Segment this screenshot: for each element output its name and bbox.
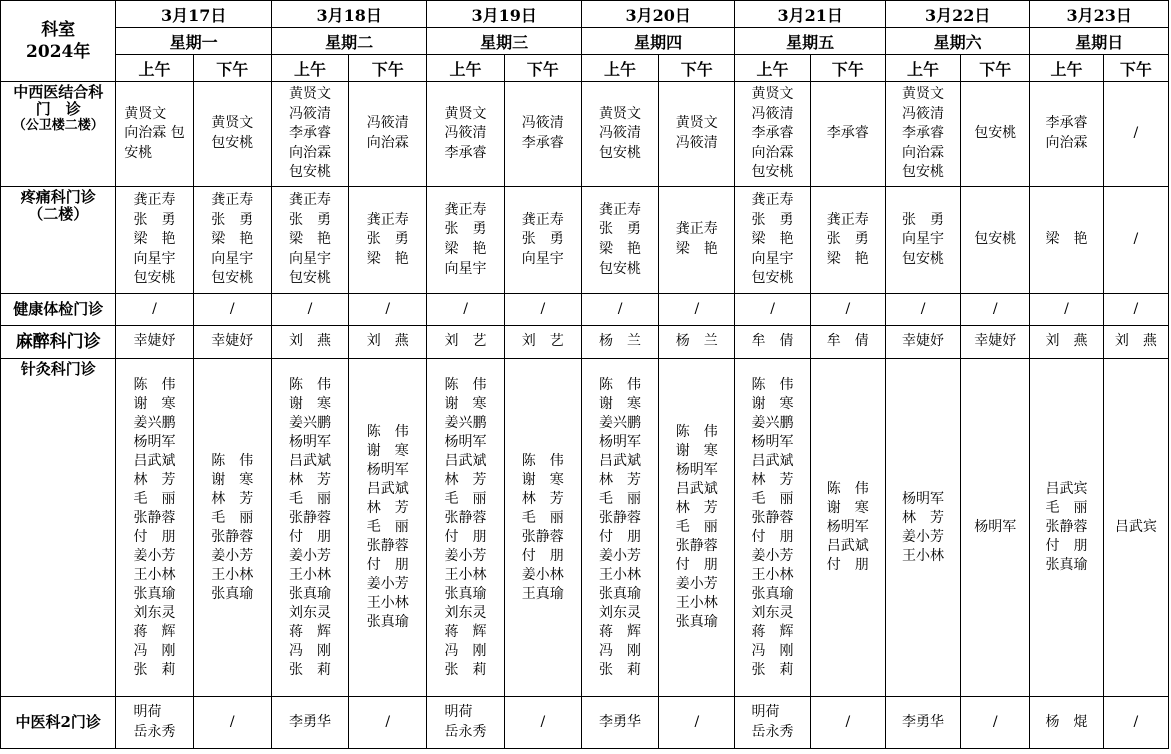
- schedule-cell: [271, 359, 348, 697]
- schedule-cell: [116, 82, 193, 187]
- schedule-body: [1, 1, 1169, 749]
- staff-names: 冯筱清 李承睿: [521, 115, 564, 151]
- staff-names: 黄贤文 冯筱清: [675, 115, 718, 151]
- schedule-cell: [961, 294, 1030, 326]
- schedule-cell: [427, 697, 504, 749]
- schedule-cell: [581, 294, 658, 326]
- department-location: （公卫楼二楼）: [12, 118, 104, 133]
- staff-names: /: [617, 300, 623, 317]
- staff-names: /: [694, 713, 700, 730]
- schedule-cell: [193, 697, 271, 749]
- weekday-cell: 星期一: [116, 28, 272, 55]
- schedule-cell: [581, 187, 658, 294]
- staff-names: 黄贤文 冯筱清 包安桃: [599, 105, 642, 161]
- staff-names: 陈 伟 谢 寒 杨明军 吕武斌 付 朋: [826, 481, 869, 573]
- weekday-cell: 星期六: [885, 28, 1029, 55]
- schedule-cell: [1030, 82, 1103, 187]
- staff-names: /: [307, 300, 313, 317]
- schedule-cell: [271, 82, 348, 187]
- date-cell: 3月21日: [735, 1, 886, 28]
- schedule-cell: [735, 697, 810, 749]
- staff-names: 李承睿: [826, 125, 869, 142]
- corner-year: 2024年: [26, 42, 91, 62]
- staff-names: /: [845, 713, 851, 730]
- schedule-cell: [581, 697, 658, 749]
- am-header: 上午: [116, 55, 193, 82]
- schedule-cell: [349, 82, 427, 187]
- schedule-cell: [659, 697, 735, 749]
- staff-names: 杨明军 林 芳 姜小芳 王小林: [902, 490, 945, 564]
- schedule-cell: [504, 326, 581, 359]
- staff-names: 龚正寿 张 勇 梁 艳 向星宇 包安桃: [751, 192, 794, 287]
- staff-names: 幸婕妤: [974, 333, 1017, 350]
- staff-names: 龚正寿 张 勇 梁 艳: [826, 211, 869, 267]
- am-header: 上午: [427, 55, 504, 82]
- staff-names: 龚正寿 张 勇 向星宇: [521, 211, 564, 267]
- schedule-cell: [349, 187, 427, 294]
- department-name-line: 针灸科门诊: [20, 360, 96, 378]
- staff-names: 李勇华: [599, 713, 642, 730]
- staff-names: 龚正寿 梁 艳: [675, 221, 718, 257]
- weekday-cell: 星期三: [427, 28, 582, 55]
- schedule-cell: [1103, 359, 1168, 697]
- weekday-cell: 星期五: [735, 28, 886, 55]
- staff-names: 龚正寿 张 勇 梁 艳 包安桃: [599, 201, 642, 277]
- department-name: [1, 697, 116, 749]
- department-row: [1, 294, 1169, 326]
- schedule-cell: [116, 187, 193, 294]
- staff-names: 明荷 岳永秀: [133, 703, 176, 740]
- staff-names: 杨 兰: [675, 333, 718, 350]
- staff-names: /: [152, 300, 157, 317]
- department-row: [1, 359, 1169, 697]
- schedule-cell: [581, 359, 658, 697]
- schedule-cell: [427, 187, 504, 294]
- schedule-cell: [810, 697, 885, 749]
- staff-names: /: [229, 713, 235, 730]
- schedule-cell: [659, 294, 735, 326]
- am-header: 上午: [1030, 55, 1103, 82]
- staff-names: 刘 燕: [366, 333, 409, 350]
- department-name: [1, 294, 116, 326]
- schedule-cell: [659, 359, 735, 697]
- schedule-cell: [1103, 697, 1168, 749]
- staff-names: /: [1133, 300, 1139, 317]
- staff-names: 刘 艺: [521, 333, 564, 350]
- pm-header: 下午: [659, 55, 735, 82]
- schedule-cell: [810, 359, 885, 697]
- corner-cell: [1, 1, 116, 82]
- am-header: 上午: [271, 55, 348, 82]
- staff-names: 幸婕妤: [133, 333, 176, 350]
- staff-names: 黄贤文 冯筱清 李承睿 向治霖 包安桃: [902, 86, 945, 181]
- schedule-cell: [349, 697, 427, 749]
- staff-names: /: [694, 300, 700, 317]
- schedule-cell: [1103, 294, 1168, 326]
- staff-names: 冯筱清 向治霖: [366, 115, 409, 151]
- schedule-cell: [1103, 82, 1168, 187]
- schedule-cell: [1103, 187, 1168, 294]
- staff-names: 幸婕妤: [211, 333, 254, 350]
- schedule-cell: [193, 294, 271, 326]
- staff-names: 刘 燕: [289, 333, 332, 350]
- staff-names: 黄贤文 冯筱清 李承睿: [444, 105, 487, 161]
- department-row: [1, 326, 1169, 359]
- weekday-cell: 星期二: [271, 28, 427, 55]
- staff-names: 幸婕妤: [902, 333, 945, 350]
- staff-names: 刘 艺: [444, 333, 487, 350]
- staff-names: /: [385, 713, 391, 730]
- staff-names: /: [920, 300, 926, 317]
- date-cell: 3月22日: [885, 1, 1029, 28]
- schedule-cell: [810, 294, 885, 326]
- schedule-cell: [193, 359, 271, 697]
- schedule-cell: [271, 294, 348, 326]
- weekday-row: [1, 28, 1169, 55]
- staff-names: 吕武宾: [1114, 519, 1157, 535]
- date-cell: 3月19日: [427, 1, 582, 28]
- schedule-cell: [1030, 187, 1103, 294]
- pm-header: 下午: [1103, 55, 1168, 82]
- pm-header: 下午: [504, 55, 581, 82]
- schedule-cell: [885, 294, 960, 326]
- staff-names: 牟 倩: [751, 333, 794, 350]
- schedule-cell: [961, 187, 1030, 294]
- staff-names: 吕武宾 毛 丽 张静蓉 付 朋 张真瑜: [1045, 481, 1088, 573]
- department-name-line: （二楼）: [28, 205, 89, 223]
- schedule-cell: [659, 187, 735, 294]
- department-row: [1, 82, 1169, 187]
- schedule-cell: [271, 187, 348, 294]
- department-name: [1, 359, 116, 697]
- staff-names: 黄贤文 包安桃: [211, 115, 254, 151]
- staff-names: 黄贤文 冯筱清 李承睿 向治霖 包安桃: [289, 86, 332, 181]
- staff-names: 刘 燕: [1114, 333, 1157, 350]
- staff-names: 李勇华: [902, 713, 945, 730]
- department-name-line: 疼痛科门诊: [20, 188, 96, 206]
- staff-names: 龚正寿 张 勇 梁 艳 向星宇 包安桃: [211, 192, 254, 287]
- department-name: [1, 187, 116, 294]
- schedule-cell: [961, 359, 1030, 697]
- pm-header: 下午: [193, 55, 271, 82]
- schedule-cell: [735, 359, 810, 697]
- schedule-cell: [810, 187, 885, 294]
- schedule-cell: [116, 294, 193, 326]
- schedule-cell: [427, 326, 504, 359]
- schedule-cell: [1030, 359, 1103, 697]
- department-name-line: 麻醉科门诊: [15, 331, 101, 352]
- date-row: [1, 1, 1169, 28]
- schedule-cell: [193, 187, 271, 294]
- staff-names: 明荷 岳永秀: [751, 703, 794, 740]
- staff-names: 陈 伟 谢 寒 姜兴鹏 杨明军 吕武斌 林 芳 毛 丽 张静蓉 付 朋 姜小芳 王小林 张真瑜 刘东灵 蒋 辉 冯 刚 张 莉: [444, 376, 487, 678]
- staff-names: 龚正寿 张 勇 梁 艳 向星宇 包安桃: [133, 192, 176, 287]
- schedule-cell: [1030, 697, 1103, 749]
- schedule-cell: [1030, 294, 1103, 326]
- schedule-cell: [961, 326, 1030, 359]
- am-header: 上午: [735, 55, 810, 82]
- schedule-cell: [885, 187, 960, 294]
- pm-header: 下午: [961, 55, 1030, 82]
- schedule-cell: [193, 326, 271, 359]
- staff-names: 张 勇 向星宇 包安桃: [902, 211, 945, 267]
- pm-header: 下午: [810, 55, 885, 82]
- staff-names: 陈 伟 谢 寒 林 芳 毛 丽 张静蓉 姜小芳 王小林 张真瑜: [211, 452, 254, 602]
- staff-names: 包安桃: [974, 231, 1017, 248]
- schedule-cell: [349, 294, 427, 326]
- department-name-line: 中医科2门诊: [15, 713, 101, 731]
- staff-names: 杨明军: [974, 519, 1017, 535]
- staff-names: 陈 伟 谢 寒 姜兴鹏 杨明军 吕武斌 林 芳 毛 丽 张静蓉 付 朋 姜小芳 王小林 张真瑜 刘东灵 蒋 辉 冯 刚 张 莉: [289, 376, 332, 678]
- staff-names: /: [1064, 300, 1069, 317]
- schedule-cell: [349, 326, 427, 359]
- half-day-row: [1, 55, 1169, 82]
- staff-names: 李勇华: [289, 713, 332, 730]
- staff-names: 牟 倩: [826, 333, 869, 350]
- schedule-cell: [504, 359, 581, 697]
- schedule-cell: [349, 359, 427, 697]
- schedule-cell: [504, 187, 581, 294]
- staff-names: /: [385, 300, 391, 317]
- staff-names: 陈 伟 谢 寒 杨明军 吕武斌 林 芳 毛 丽 张静蓉 付 朋 姜小芳 王小林 张真瑜: [366, 424, 409, 630]
- schedule-cell: [581, 82, 658, 187]
- staff-names: 龚正寿 张 勇 梁 艳 向星宇: [444, 201, 487, 277]
- staff-names: 刘 燕: [1045, 333, 1088, 350]
- schedule-cell: [427, 294, 504, 326]
- weekday-cell: 星期四: [581, 28, 735, 55]
- schedule-cell: [810, 82, 885, 187]
- date-cell: 3月17日: [116, 1, 272, 28]
- staff-names: /: [1133, 231, 1139, 248]
- staff-names: /: [1133, 713, 1139, 730]
- schedule-cell: [735, 82, 810, 187]
- schedule-cell: [1030, 326, 1103, 359]
- schedule-cell: [581, 326, 658, 359]
- schedule-cell: [193, 82, 271, 187]
- schedule-cell: [1103, 326, 1168, 359]
- staff-names: /: [229, 300, 235, 317]
- staff-names: /: [770, 300, 775, 317]
- schedule-cell: [427, 359, 504, 697]
- department-row: [1, 697, 1169, 749]
- schedule-cell: [659, 82, 735, 187]
- staff-names: 明荷 岳永秀: [444, 703, 487, 740]
- staff-names: /: [540, 300, 546, 317]
- schedule-cell: [961, 82, 1030, 187]
- schedule-cell: [271, 697, 348, 749]
- staff-names: 黄贤文 向治霖 包 安桃: [124, 105, 185, 161]
- staff-names: 龚正寿 张 勇 梁 艳: [366, 211, 409, 267]
- schedule-cell: [885, 697, 960, 749]
- staff-names: 陈 伟 谢 寒 姜兴鹏 杨明军 吕武斌 林 芳 毛 丽 张静蓉 付 朋 姜小芳 王小林 张真瑜 刘东灵 蒋 辉 冯 刚 张 莉: [599, 376, 642, 678]
- staff-names: 包安桃: [974, 125, 1017, 142]
- staff-names: 黄贤文 冯筱清 李承睿 向治霖 包安桃: [751, 86, 794, 181]
- date-cell: 3月20日: [581, 1, 735, 28]
- staff-names: 杨 兰: [599, 333, 642, 350]
- staff-names: /: [463, 300, 468, 317]
- weekday-cell: 星期日: [1030, 28, 1169, 55]
- schedule-cell: [961, 697, 1030, 749]
- corner-title: 科室: [41, 20, 76, 40]
- staff-names: /: [845, 300, 851, 317]
- department-name: [1, 82, 116, 187]
- schedule-cell: [504, 82, 581, 187]
- department-name: [1, 326, 116, 359]
- schedule-cell: [659, 326, 735, 359]
- staff-names: /: [992, 713, 998, 730]
- am-header: 上午: [581, 55, 658, 82]
- am-header: 上午: [885, 55, 960, 82]
- schedule-cell: [116, 359, 193, 697]
- schedule-cell: [735, 326, 810, 359]
- department-name-line: 门 诊: [35, 100, 81, 118]
- department-row: [1, 187, 1169, 294]
- date-cell: 3月23日: [1030, 1, 1169, 28]
- schedule-cell: [427, 82, 504, 187]
- department-name-line: 中西医结合科: [13, 83, 104, 101]
- schedule-cell: [885, 359, 960, 697]
- schedule-cell: [735, 294, 810, 326]
- staff-names: 陈 伟 谢 寒 杨明军 吕武斌 林 芳 毛 丽 张静蓉 付 朋 姜小芳 王小林 张真瑜: [675, 424, 718, 630]
- staff-names: /: [992, 300, 998, 317]
- schedule-cell: [116, 326, 193, 359]
- schedule-cell: [885, 82, 960, 187]
- schedule-cell: [504, 294, 581, 326]
- staff-names: 龚正寿 张 勇 梁 艳 向星宇 包安桃: [289, 192, 332, 287]
- pm-header: 下午: [349, 55, 427, 82]
- staff-names: 杨 焜: [1045, 713, 1088, 730]
- date-cell: 3月18日: [271, 1, 427, 28]
- staff-names: 陈 伟 谢 寒 林 芳 毛 丽 张静蓉 付 朋 姜小林 王真瑜: [521, 452, 564, 602]
- department-name-line: 健康体检门诊: [13, 300, 104, 318]
- staff-names: 李承睿 向治霖: [1045, 115, 1088, 151]
- staff-names: 陈 伟 谢 寒 姜兴鹏 杨明军 吕武斌 林 芳 毛 丽 张静蓉 付 朋 姜小芳 王小林 张真瑜 刘东灵 蒋 辉 冯 刚 张 莉: [751, 376, 794, 678]
- schedule-cell: [810, 326, 885, 359]
- staff-names: /: [1133, 125, 1139, 142]
- schedule-cell: [116, 697, 193, 749]
- staff-names: 梁 艳: [1045, 231, 1088, 248]
- staff-names: /: [540, 713, 546, 730]
- schedule-cell: [271, 326, 348, 359]
- schedule-cell: [735, 187, 810, 294]
- schedule-cell: [504, 697, 581, 749]
- schedule-cell: [885, 326, 960, 359]
- staff-names: 陈 伟 谢 寒 姜兴鹏 杨明军 吕武斌 林 芳 毛 丽 张静蓉 付 朋 姜小芳 王小林 张真瑜 刘东灵 蒋 辉 冯 刚 张 莉: [133, 376, 176, 678]
